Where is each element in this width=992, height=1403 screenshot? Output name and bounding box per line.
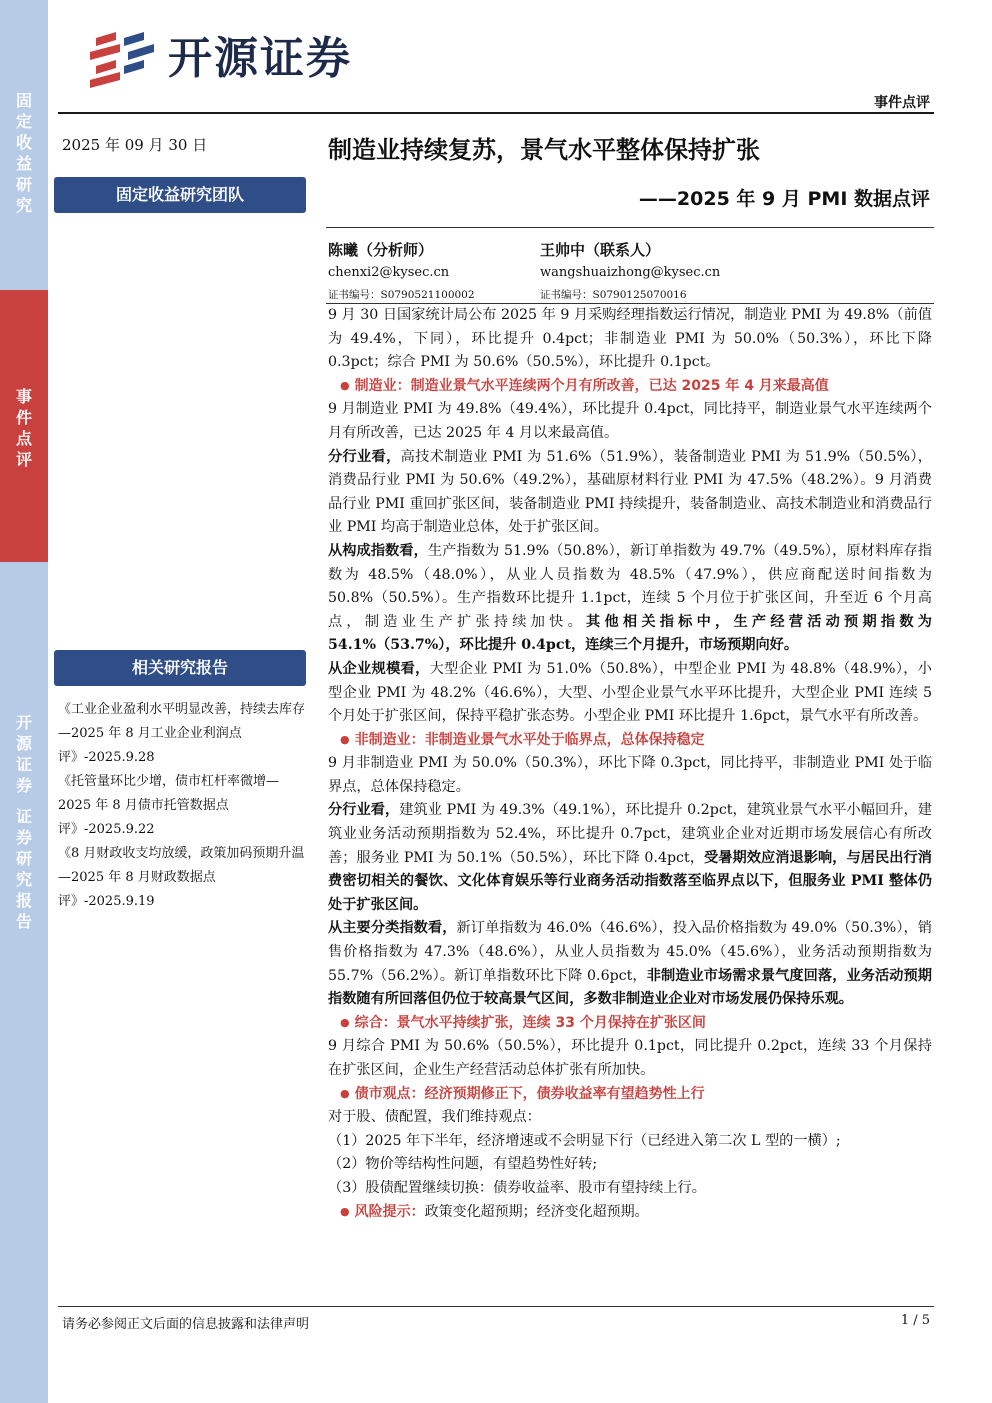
paragraph-text: 建筑业 PMI 为 49.3%（49.1%），环比提升 0.2pct，建筑业景气水平小幅回升，建筑业业务活动预期指数为 52.4%，环比提升 0.7pct，建筑业企业对近期市场发展信心有所改善；服务业 PMI 为 50.1%（50.5%），环比下降 0.4pct， [328,802,932,866]
bullet-icon: ● [340,1015,350,1029]
page-number: 1 / 5 [900,1313,930,1328]
paragraph: 9 月非制造业 PMI 为 50.0%（50.3%），环比下降 0.3pct，同比持平，非制造业 PMI 处于临界点，总体保持稳定。 [328,755,932,795]
paragraph: 9 月综合 PMI 为 50.6%（50.5%），环比提升 0.1pct，同比提升 0.2pct，连续 33 个月保持在扩张区间，企业生产经营活动总体扩张有所加快。 [328,1038,932,1078]
risk-text: 政策变化超预期；经济变化超预期。 [424,1203,649,1220]
paragraph [328,917,932,1011]
section-heading-text: 债市观点：经济预期修正下，债券收益率有望趋势性上行 [354,1085,705,1102]
paragraph-lead: 分行业看， [328,802,400,819]
side-char: 研 [15,849,32,868]
side-char: 究 [15,870,32,889]
paragraph-emphasis: 受暑期效应消退影响，与居民出行消费密切相关的餐饮、文化体育娱乐等行业商务活动指数落至临界点以下，但服务业 PMI 整体仍处于扩张区间。 [328,849,932,913]
author-name: 王帅中（联系人） [540,241,661,259]
risk-label: 风险提示： [354,1203,425,1220]
footer-disclaimer: 请务必参阅正文后面的信息披露和法律声明 [62,1317,310,1332]
side-label-event-comment [0,290,48,562]
section-heading-composite [328,1012,932,1036]
side-char: 固 [15,91,32,110]
bullet-icon: ● [340,1086,350,1100]
paragraph [328,658,932,729]
paragraph-lead: 从构成指数看， [328,542,428,559]
title-divider [326,227,934,228]
author-cert: 证书编号：S0790125070016 [540,289,687,301]
paragraph [328,799,932,917]
section-heading-text: 制造业：制造业景气水平连续两个月有所改善，已达 2025 年 4 月来最高值 [354,377,829,394]
side-char: 源 [15,734,32,753]
section-heading-text: 非制造业：非制造业景气水平处于临界点，总体保持稳定 [354,731,705,748]
team-banner: 固定收益研究团队 [54,177,306,213]
paragraph [328,446,932,540]
paragraph-emphasis: 非制造业市场需求景气度回落，业务活动预期指数随有所回落但仍位于较高景气区间，多数非制造业企业对市场发展仍保持乐观。 [328,967,932,1008]
related-reports-banner: 相关研究报告 [54,650,306,686]
side-char: 点 [15,429,32,448]
intro-paragraph: 9 月 30 日国家统计局公布 2025 年 9 月采购经理指数运行情况，制造业 PMI 为 49.8%（前值为 49.4%，下同），环比提升 0.4pct；非制造业 PMI 为 50.0%（50.3%），环比下降 0.3pct；综合 PMI 为 50.6%（50.5%），环比提升 0.1pct。 [328,307,932,371]
related-report-link[interactable]: 《8 月财政收支均放缓，政策加码预期升温—2025 年 8 月财政数据点评》-2025.9.19 [58,846,305,909]
risk-warning [328,1201,932,1225]
author-cert: 证书编号：S0790521100002 [328,289,475,301]
side-spacer [0,796,48,806]
side-char: 告 [15,912,32,931]
paragraph-text: 大型企业 PMI 为 51.0%（50.8%），中型企业 PMI 为 48.8%（48.9%），小型企业 PMI 为 48.2%（46.6%），大型、小型企业景气水平环比提升，大型企业 PMI 连续 5 个月处于扩张区间，保持平稳扩张态势。小型企业 PMI 环比提升 1.6pct，景气水平有所改善。 [328,660,932,725]
paragraph-lead: 从企业规模看， [328,660,430,677]
side-char: 究 [15,196,32,215]
side-char: 评 [15,450,32,469]
section-heading-non-manufacturing [328,729,932,753]
side-char: 收 [15,133,32,152]
side-char: 研 [15,175,32,194]
author-name: 陈曦（分析师） [328,241,434,259]
doc-type-label: 事件点评 [874,95,930,111]
list-item: （3）股债配置继续切换：债券收益率、股市有望持续上行。 [328,1179,706,1196]
paragraph [328,540,932,658]
author-card [328,238,475,306]
section-heading-manufacturing [328,375,932,399]
side-char: 证 [15,807,32,826]
section-heading-text: 综合：景气水平持续扩张，连续 33 个月保持在扩张区间 [354,1014,706,1031]
brand-name: 开源证券 [168,33,352,84]
page-subtitle: ——2025 年 9 月 PMI 数据点评 [638,188,930,210]
side-char: 益 [15,154,32,173]
side-char: 证 [15,755,32,774]
author-email[interactable]: wangshuaizhong@kysec.cn [540,265,721,280]
bullet-icon: ● [340,1204,350,1218]
section-heading-bond-view [328,1083,932,1107]
report-body [328,304,932,1224]
side-char: 事 [15,387,32,406]
list-item: （1）2025 年下半年，经济增速或不会明显下行（已经进入第二次 L 型的一横）; [328,1132,841,1149]
side-char: 件 [15,408,32,427]
paragraph-lead: 从主要分类指数看， [328,920,457,937]
brand-logo [86,30,376,88]
footer-divider [58,1306,934,1307]
side-char: 定 [15,112,32,131]
side-label-research-report [0,562,48,1403]
paragraph-emphasis: 其他相关指标中，生产经营活动预期指数为 54.1%（53.7%），环比提升 0.4pct，连续三个月提升，市场预期向好。 [328,613,932,654]
side-char: 券 [15,776,32,795]
paragraph: 对于股、债配置，我们维持观点： [328,1109,541,1126]
list-item: （2）物价等结构性问题，有望趋势性好转; [328,1156,598,1173]
side-label-fixed-income [0,90,48,290]
author-card [540,238,720,306]
related-report-link[interactable]: 《托管量环比少增，债市杠杆率微增—2025 年 8 月债市托管数据点评》-2025.9.22 [58,774,280,837]
report-date: 2025 年 09 月 30 日 [62,136,208,154]
paragraph-lead: 分行业看， [328,448,401,465]
paragraph-text: 生产指数为 51.9%（50.8%），新订单指数为 49.7%（49.5%），原材料库存指数为 48.5%（48.0%），从业人员指数为 48.5%（47.9%），供应商配送时间指数为 50.8%（50.5%）。生产指数环比提升 1.1pct，连续 5 个月位于扩张区间，升至近 6 个月高点，制造业生产扩张持续加快。 [328,542,932,630]
brand-logo-icon [86,30,158,88]
bullet-icon: ● [340,378,350,392]
side-char: 券 [15,828,32,847]
paragraph-text: 新订单指数为 46.0%（46.6%），投入品价格指数为 49.0%（50.3%），销售价格指数为 47.3%（48.6%），从业人员指数为 45.0%（45.6%），业务活动预期指数为 55.7%（56.2%）。新订单指数环比下降 0.6pct， [328,920,932,984]
bullet-icon: ● [340,732,350,746]
paragraph: 9 月制造业 PMI 为 49.8%（49.4%），环比提升 0.4pct，同比持平，制造业景气水平连续两个月有所改善，已达 2025 年 4 月以来最高值。 [328,401,932,441]
side-char: 开 [15,713,32,732]
related-reports-list [58,698,308,914]
author-email[interactable]: chenxi2@kysec.cn [328,265,450,280]
paragraph-text: 高技术制造业 PMI 为 51.6%（51.9%），装备制造业 PMI 为 51.9%（50.5%），消费品行业 PMI 为 50.6%（49.2%），基础原材料行业 PMI 为 47.5%（48.2%）。9 月消费品行业 PMI 重回扩张区间，装备制造业 PMI 持续提升，装备制造业、高技术制造业和消费品行业 PMI 均高于制造业总体，处于扩张区间。 [328,448,932,536]
side-char: 报 [15,891,32,910]
header-divider [58,112,934,114]
related-report-link[interactable]: 《工业企业盈利水平明显改善，持续去库存—2025 年 8 月工业企业利润点评》-2025.9.28 [58,702,306,765]
page-title: 制造业持续复苏，景气水平整体保持扩张 [328,136,760,164]
